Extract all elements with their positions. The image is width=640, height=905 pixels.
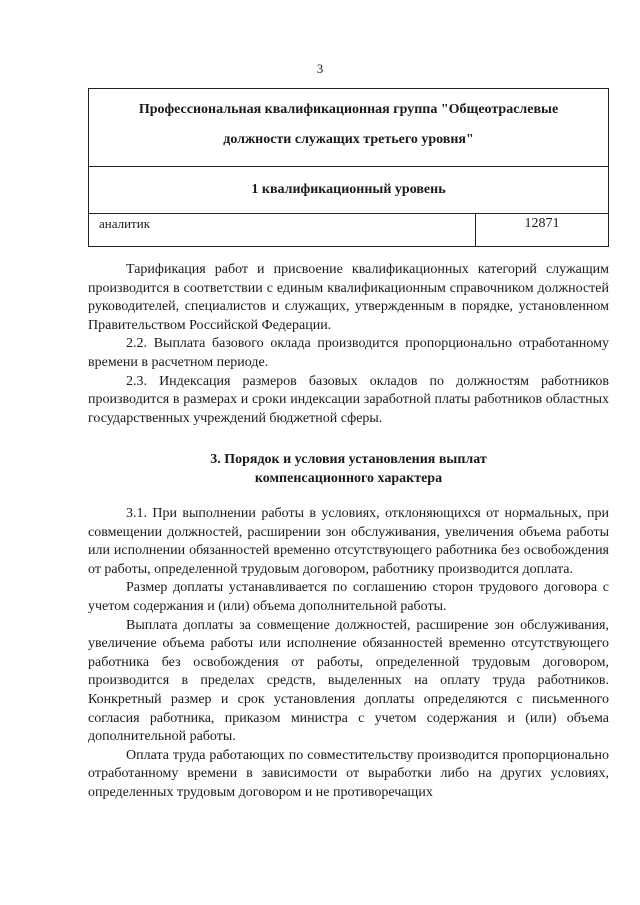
paragraph-part-time: Оплата труда работающих по совместительству производится пропорционально отработанному времени в зависимости от выработки либо на других условиях, определенных трудовым договором и не противоречащих [88,747,609,800]
page-number: 3 [316,61,324,76]
level-title: 1 квалификационный уровень [89,167,609,214]
paragraph-tariffication: Тарификация работ и присвоение квалификационных категорий служащим производится в соответствии с единым квалификационным справочником должностей руководителей, специалистов и служащих, утвержденным в порядке, установленном Правительством Российской Федерации. [88,262,609,333]
section3-heading [88,451,609,488]
position-name: аналитик [89,214,476,247]
position-value: 12871 [476,214,609,247]
group-title-line1: Профессиональная квалификационная группа "Общеотраслевые [138,102,559,117]
top-text-block [88,261,609,428]
paragraph-payment-size: Размер доплаты устанавливается по соглашению сторон трудового договора с учетом содержания и (или) объема дополнительной работы. [88,580,609,614]
section3-title-line1: 3. Порядок и условия установления выплат [210,452,487,467]
section3-title-line2: компенсационного характера [254,470,443,486]
paragraph-2-3: 2.3. Индексация размеров базовых окладов по должностям работников производится в размерах и сроки индексации заработной платы работников областных государственных учреждений бюджетной сферы. [88,373,609,426]
paragraph-3-1: 3.1. При выполнении работы в условиях, отклоняющихся от нормальных, при совмещении должностей, расширении зон обслуживания, увеличения объема работы или исполнении обязанностей временно отсутствующего работника без освобождения от работы, определенной трудовым договором, работнику производится доплата. [88,506,609,577]
bottom-text-block [88,505,609,803]
group-title-cell [89,89,609,167]
paragraph-combination: Выплата доплаты за совмещение должностей, расширение зон обслуживания, увеличение объема работы или исполнение обязанностей временно отсутствующего работника без освобождения от работы, определенной трудовым договором, производится в пределах средств, выделенных на оплату труда работников. Конкретный размер и срок установления доплаты определяются с письменного согласия работника, приказом министра с учетом содержания и (или) объема дополнительной работы. [88,617,609,745]
qualification-table [88,88,609,247]
paragraph-2-2: 2.2. Выплата базового оклада производится пропорционально отработанному времени в расчетном периоде. [88,336,609,370]
group-title-line2: должности служащих третьего уровня" [223,132,474,147]
